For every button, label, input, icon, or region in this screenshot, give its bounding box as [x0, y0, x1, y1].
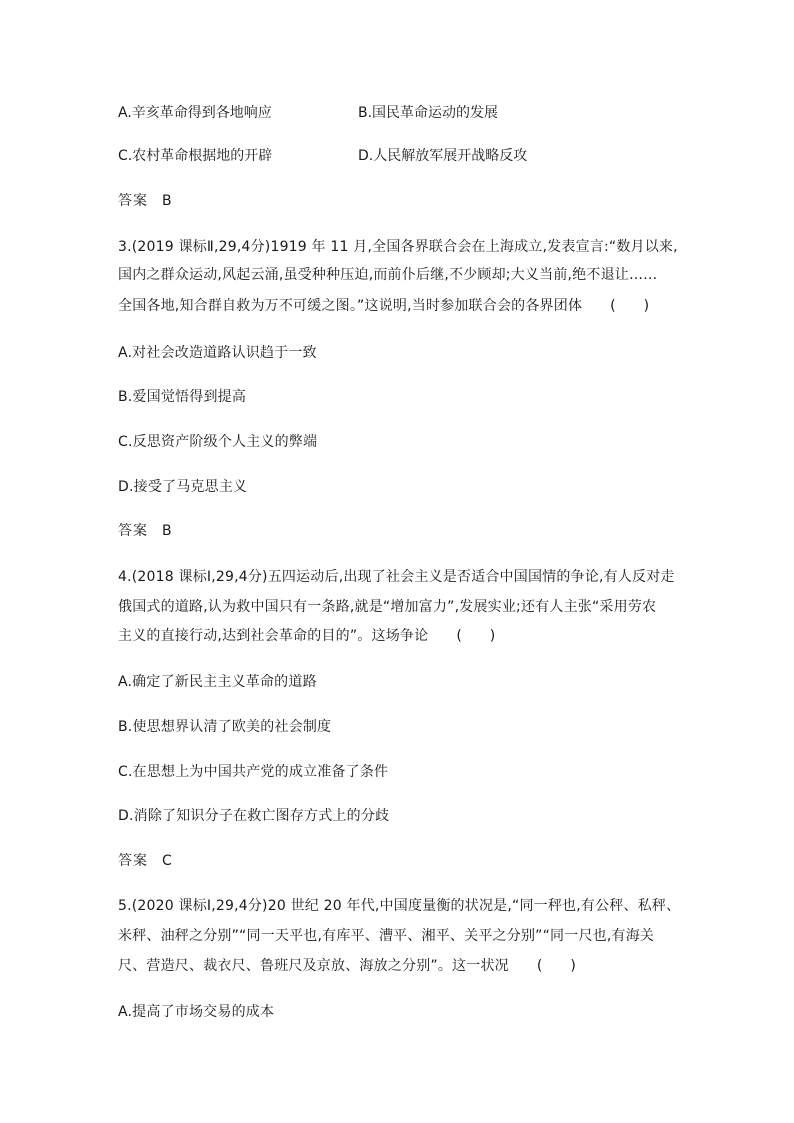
- answer-value: B: [162, 523, 172, 539]
- answer-value: C: [162, 853, 172, 869]
- option-row: [118, 104, 678, 122]
- answer-label: 答案: [118, 853, 148, 869]
- q5-stem-line-3-text: 尺、营造尺、裁衣尺、鲁班尺及京放、海放之分别”。这一状况: [118, 958, 509, 974]
- q5-stem-line-3: [118, 957, 576, 975]
- answer-label: 答案: [118, 523, 148, 539]
- q3-option-b: B.爱国觉悟得到提高: [118, 389, 247, 405]
- q3-stem-line-3: [118, 297, 649, 315]
- q4-option-d: D.消除了知识分子在救亡图存方式上的分歧: [118, 808, 390, 824]
- answer-label: 答案: [118, 193, 148, 209]
- q4-stem-line-3-text: 主义的直接行动,达到社会革命的目的”。这场争论: [118, 628, 429, 644]
- q5-stem-line-1: 5.(2020 课标Ⅰ,29,4分)20 世纪 20 年代,中国度量衡的状况是,“同一秤也,有公秤、私秤、: [118, 898, 681, 914]
- answer-paren: ( ): [456, 628, 496, 644]
- q4-option-c: C.在思想上为中国共产党的成立准备了条件: [118, 764, 389, 780]
- q3-stem-line-1: 3.(2019 课标Ⅱ,29,4分)1919 年 11 月,全国各界联合会在上海成立,发表宣言:“数月以来,: [118, 239, 678, 255]
- q3-stem-line-3-text: 全国各地,知合群自救为万不可缓之图。”这说明,当时参加联合会的各界团体: [118, 298, 583, 314]
- option-a: A.辛亥革命得到各地响应: [118, 105, 272, 121]
- option-b: B.国民革命运动的发展: [358, 105, 499, 121]
- answer-paren: ( ): [536, 958, 576, 974]
- q5-stem-line-2: 米秤、油秤之分别”“同一天平也,有库平、漕平、湘平、关平之分别”“同一尺也,有海关: [118, 928, 655, 944]
- answer-line: [118, 852, 172, 870]
- option-c: C.农村革命根据地的开辟: [118, 148, 273, 164]
- q3-stem-line-2: 国内之群众运动,风起云涌,虽受种种压迫,而前仆后继,不少顾却;大义当前,绝不退让……: [118, 267, 658, 283]
- q4-stem-line-1: 4.(2018 课标Ⅰ,29,4分)五四运动后,出现了社会主义是否适合中国国情的争论,有人反对走: [118, 569, 675, 585]
- option-d: D.人民解放军展开战略反攻: [358, 148, 528, 164]
- answer-paren: ( ): [610, 298, 650, 314]
- answer-line: [118, 192, 172, 210]
- q3-option-d: D.接受了马克思主义: [118, 479, 248, 495]
- q4-stem-line-3: [118, 627, 495, 645]
- q4-option-b: B.使思想界认清了欧美的社会制度: [118, 719, 332, 735]
- q3-option-a: A.对社会改造道路认识趋于一致: [118, 345, 317, 361]
- answer-value: B: [162, 193, 172, 209]
- q5-option-a: A.提高了市场交易的成本: [118, 1004, 275, 1020]
- q4-option-a: A.确定了新民主主义革命的道路: [118, 674, 317, 690]
- answer-line: [118, 522, 172, 540]
- q3-option-c: C.反思资产阶级个人主义的弊端: [118, 434, 318, 450]
- q4-stem-line-2: 俄国式的道路,认为救中国只有一条路,就是“增加富力”,发展实业;还有人主张“采用劳农: [118, 599, 657, 615]
- option-row: [118, 147, 678, 165]
